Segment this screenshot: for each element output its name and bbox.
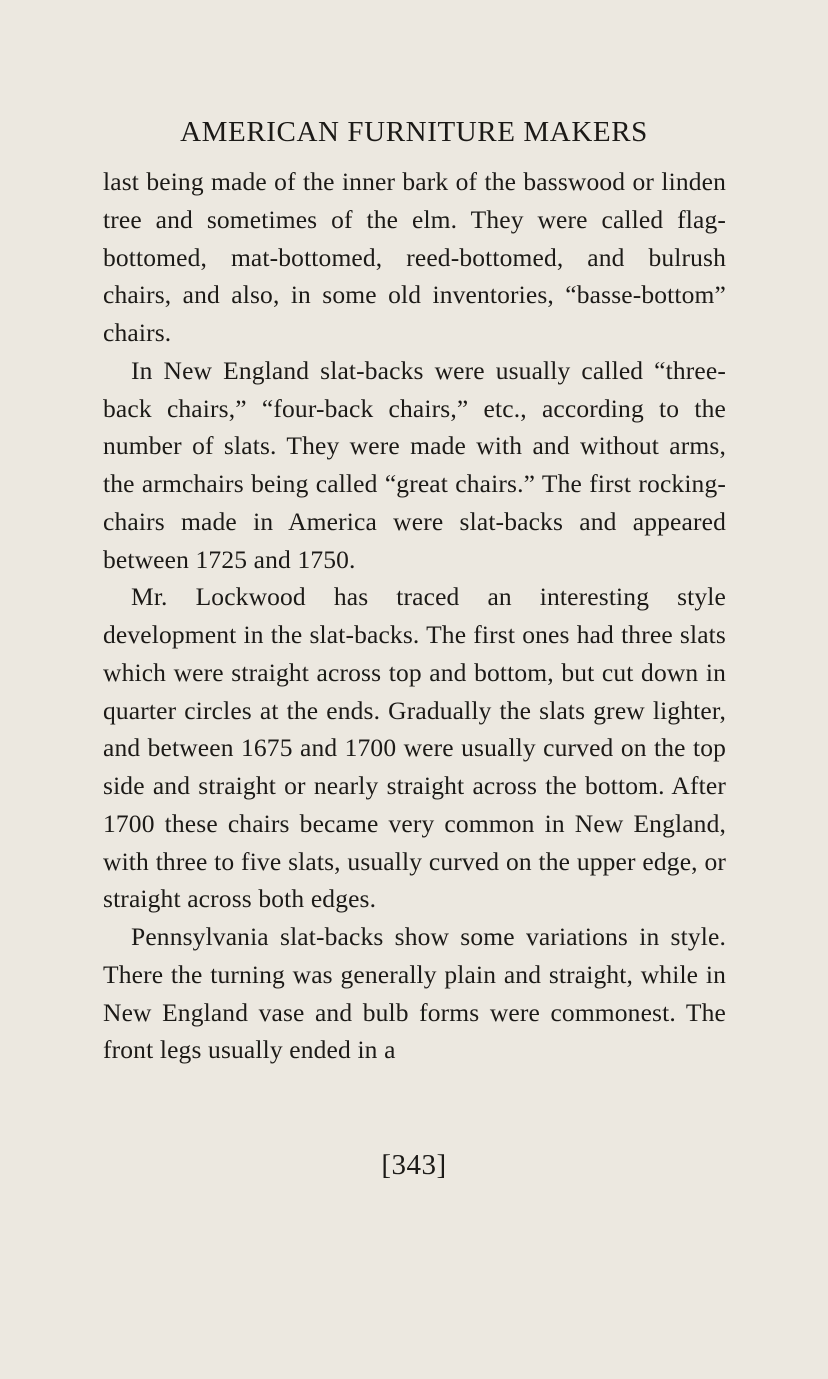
paragraph-style-development: Mr. Lockwood has traced an interesting style development in the slat-backs. The first ones had three slats which were straight across top and bottom, but cut down in quarter circles at the ends. Gradually the slats grew lighter, and between 1675 and 1700 were usually curved on the top side and straight or nearly straight across the bottom. After 1700 these chairs became very common in New England, with three to five slats, usually curved on the upper edge, or straight across both edges. [103,582,726,914]
page-number: [343] [381,1149,447,1181]
paragraph-slat-back-names: In New England slat-backs were usually called “three-back chairs,” “four-back chairs,” etc., according to the number of slats. They were made with and without arms, the armchairs being called “great chairs.” The first rocking-chairs made in America were slat-backs and appeared between 1725 and 1750. [103,355,726,574]
running-head: AMERICAN FURNITURE MAKERS [180,116,648,148]
body-text [103,163,726,1069]
paragraph-pennsylvania: Pennsylvania slat-backs show some variations in style. There the turning was generally plain and straight, while in New England vase and bulb forms were commonest. The front legs usually ended in a [103,922,726,1065]
paragraph-continued: last being made of the inner bark of the basswood or linden tree and sometimes of the elm. They were called flag-bottomed, mat-bottomed, reed-bottomed, and bulrush chairs, and also, in some old inventories, “basse-bottom” chairs. [103,167,726,347]
